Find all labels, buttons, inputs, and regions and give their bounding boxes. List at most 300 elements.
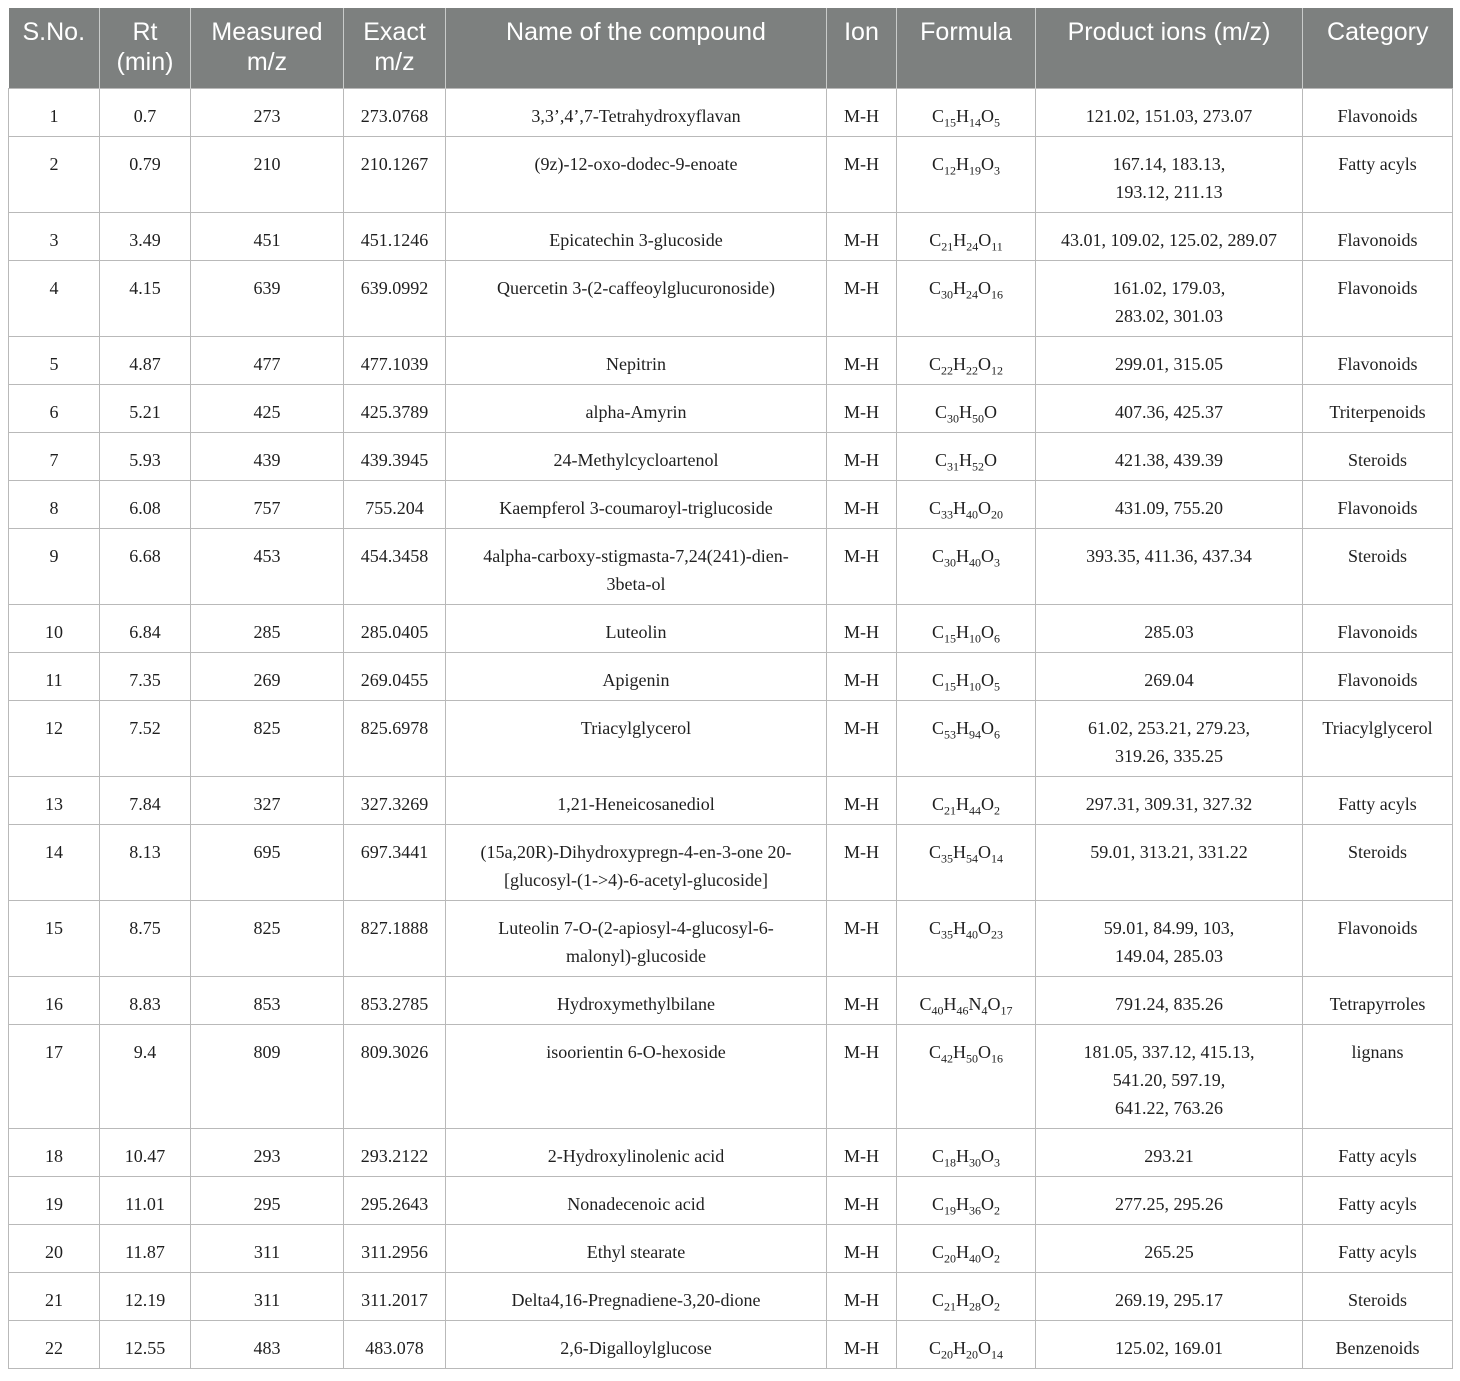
formula-element: O <box>978 353 991 374</box>
cell-sno <box>9 1024 100 1128</box>
cell-exact-text: 210.1267 <box>360 153 429 174</box>
header-sno <box>9 8 100 88</box>
formula-count: 18 <box>944 1155 956 1170</box>
formula-count: 19 <box>944 1203 956 1218</box>
cell-sno <box>9 432 100 480</box>
cell-product <box>1036 700 1303 776</box>
formula-count: 16 <box>991 287 1003 302</box>
formula-count: 15 <box>944 679 956 694</box>
formula-element: C <box>928 497 941 518</box>
cell-ion <box>827 136 897 212</box>
cell-ion-text: M-H <box>844 105 879 126</box>
cell-measured <box>191 1024 344 1128</box>
cell-category <box>1303 900 1453 976</box>
cell-ion-text: M-H <box>844 917 879 938</box>
cell-formula <box>897 700 1036 776</box>
cell-sno <box>9 1128 100 1176</box>
formula-element: C <box>931 105 944 126</box>
formula-element: H <box>953 353 966 374</box>
cell-category-text: Triterpenoids <box>1329 401 1426 422</box>
header-rt-label: Rt (min) <box>116 18 174 76</box>
cell-ion <box>827 480 897 528</box>
formula-element: O <box>981 621 994 642</box>
cell-measured <box>191 136 344 212</box>
formula-element: C <box>934 401 947 422</box>
cell-product-text: 299.01, 315.05 <box>1115 353 1223 374</box>
cell-measured <box>191 1128 344 1176</box>
cell-exact-text: 483.078 <box>365 1337 424 1358</box>
cell-rt <box>100 652 191 700</box>
cell-exact <box>344 88 446 136</box>
cell-product <box>1036 260 1303 336</box>
cell-rt-text: 7.52 <box>129 717 161 738</box>
cell-sno <box>9 652 100 700</box>
formula-element: C <box>919 993 932 1014</box>
cell-category-text: Fatty acyls <box>1338 793 1417 814</box>
cell-product <box>1036 528 1303 604</box>
formula-count: 6 <box>994 727 1000 742</box>
formula-count: 14 <box>969 115 981 130</box>
cell-measured <box>191 384 344 432</box>
cell-measured-text: 311 <box>253 1241 281 1262</box>
formula-element: C <box>931 153 944 174</box>
cell-sno <box>9 88 100 136</box>
cell-category <box>1303 1176 1453 1224</box>
cell-name-text: isoorientin 6-O-hexoside <box>546 1041 726 1062</box>
formula-element: C <box>931 669 944 690</box>
cell-category-text: Flavonoids <box>1337 917 1418 938</box>
cell-measured <box>191 900 344 976</box>
cell-name <box>446 776 827 824</box>
cell-sno <box>9 260 100 336</box>
cell-ion-text: M-H <box>844 449 879 470</box>
cell-ion <box>827 88 897 136</box>
cell-category-text: lignans <box>1351 1041 1404 1062</box>
formula-count: 14 <box>991 851 1003 866</box>
cell-exact-text: 755.204 <box>365 497 424 518</box>
cell-measured-text: 210 <box>253 153 281 174</box>
formula-element: H <box>956 717 969 738</box>
cell-rt <box>100 1224 191 1272</box>
cell-name <box>446 88 827 136</box>
formula-element: H <box>959 449 972 470</box>
cell-exact-text: 425.3789 <box>360 401 429 422</box>
formula-count: 14 <box>991 1347 1003 1362</box>
cell-ion-text: M-H <box>844 1145 879 1166</box>
cell-category <box>1303 212 1453 260</box>
formula-count: 20 <box>941 1347 953 1362</box>
cell-rt <box>100 700 191 776</box>
formula-count: 53 <box>944 727 956 742</box>
cell-sno-text: 13 <box>45 793 63 814</box>
formula-element: C <box>931 1193 944 1214</box>
cell-measured-text: 825 <box>253 917 281 938</box>
cell-rt <box>100 212 191 260</box>
formula-count: 50 <box>972 411 984 426</box>
cell-rt <box>100 976 191 1024</box>
formula-element: C <box>929 229 942 250</box>
table-row <box>9 88 1453 136</box>
cell-measured-text: 295 <box>253 1193 281 1214</box>
cell-category-text: Flavonoids <box>1337 621 1418 642</box>
formula-element: H <box>956 1145 969 1166</box>
formula-element: C <box>931 717 944 738</box>
cell-exact-text: 293.2122 <box>360 1145 429 1166</box>
cell-exact <box>344 1320 446 1368</box>
formula-count: 2 <box>994 1299 1000 1314</box>
cell-formula <box>897 1128 1036 1176</box>
cell-category <box>1303 136 1453 212</box>
cell-rt <box>100 432 191 480</box>
cell-name-text: Quercetin 3-(2-caffeoylglucuronoside) <box>496 277 776 298</box>
cell-rt <box>100 1176 191 1224</box>
cell-exact-text: 327.3269 <box>360 793 429 814</box>
cell-ion-text: M-H <box>844 545 879 566</box>
cell-measured <box>191 336 344 384</box>
header-rt <box>100 8 191 88</box>
cell-name-text: Delta4,16-Pregnadiene-3,20-dione <box>511 1289 761 1310</box>
cell-formula <box>897 260 1036 336</box>
table-row <box>9 976 1453 1024</box>
formula-count: 21 <box>944 1299 956 1314</box>
cell-rt <box>100 136 191 212</box>
cell-exact <box>344 652 446 700</box>
cell-measured <box>191 212 344 260</box>
cell-category-text: Steroids <box>1347 841 1407 862</box>
cell-exact-text: 477.1039 <box>360 353 429 374</box>
cell-category <box>1303 260 1453 336</box>
cell-rt-text: 4.87 <box>129 353 161 374</box>
cell-category-text: Fatty acyls <box>1338 1145 1417 1166</box>
cell-category <box>1303 432 1453 480</box>
formula-count: 42 <box>941 1051 953 1066</box>
cell-sno <box>9 1320 100 1368</box>
cell-exact <box>344 336 446 384</box>
cell-product <box>1036 1272 1303 1320</box>
cell-formula <box>897 900 1036 976</box>
cell-sno-text: 8 <box>49 497 59 518</box>
cell-ion <box>827 1224 897 1272</box>
cell-formula <box>897 1176 1036 1224</box>
formula-element: O <box>978 917 991 938</box>
formula-element: O <box>981 1193 994 1214</box>
cell-category-text: Flavonoids <box>1337 105 1418 126</box>
cell-product <box>1036 776 1303 824</box>
cell-ion-text: M-H <box>844 841 879 862</box>
cell-ion <box>827 1272 897 1320</box>
cell-rt <box>100 528 191 604</box>
cell-name-text: 1,21-Heneicosanediol <box>557 793 715 814</box>
cell-ion <box>827 976 897 1024</box>
formula-count: 40 <box>966 927 978 942</box>
cell-exact-text: 454.3458 <box>360 545 429 566</box>
cell-sno-text: 21 <box>45 1289 63 1310</box>
formula-count: 3 <box>994 163 1000 178</box>
cell-sno-text: 3 <box>49 229 59 250</box>
cell-name <box>446 604 827 652</box>
formula-count: 2 <box>994 1203 1000 1218</box>
cell-ion <box>827 260 897 336</box>
cell-exact <box>344 480 446 528</box>
formula-element: H <box>956 1241 969 1262</box>
cell-measured-text: 451 <box>253 229 281 250</box>
formula-count: 21 <box>941 239 954 254</box>
formula-count: 3 <box>994 555 1000 570</box>
cell-product <box>1036 652 1303 700</box>
cell-product <box>1036 88 1303 136</box>
formula-count: 30 <box>944 555 956 570</box>
formula-element: O <box>987 993 1001 1014</box>
cell-ion <box>827 528 897 604</box>
formula-element: O <box>978 1041 991 1062</box>
formula-count: 2 <box>994 1251 1000 1266</box>
table-row <box>9 528 1453 604</box>
cell-name <box>446 336 827 384</box>
cell-product-text: 61.02, 253.21, 279.23, 319.26, 335.25 <box>1088 717 1250 766</box>
cell-category-text: Steroids <box>1347 545 1407 566</box>
cell-name <box>446 700 827 776</box>
cell-name-text: Luteolin <box>605 621 667 642</box>
cell-product-text: 393.35, 411.36, 437.34 <box>1086 545 1252 566</box>
table-row <box>9 1024 1453 1128</box>
formula-count: 19 <box>969 163 981 178</box>
cell-exact <box>344 1128 446 1176</box>
table-row <box>9 776 1453 824</box>
formula-element: O <box>978 841 991 862</box>
cell-measured <box>191 1176 344 1224</box>
formula-element: C <box>931 621 944 642</box>
header-product <box>1036 8 1303 88</box>
cell-sno <box>9 136 100 212</box>
cell-rt <box>100 336 191 384</box>
cell-measured <box>191 652 344 700</box>
formula-element: O <box>978 497 991 518</box>
cell-category <box>1303 528 1453 604</box>
cell-exact <box>344 212 446 260</box>
cell-exact <box>344 1024 446 1128</box>
cell-category-text: Fatty acyls <box>1338 1241 1417 1262</box>
formula-count: 94 <box>969 727 981 742</box>
cell-exact-text: 311.2017 <box>361 1289 428 1310</box>
cell-measured-text: 477 <box>253 353 281 374</box>
cell-product-text: 125.02, 169.01 <box>1115 1337 1223 1358</box>
table-row <box>9 260 1453 336</box>
cell-product <box>1036 212 1303 260</box>
formula-count: 22 <box>966 363 978 378</box>
cell-name-text: Apigenin <box>602 669 670 690</box>
formula-count: 40 <box>966 507 978 522</box>
cell-rt-text: 12.19 <box>124 1289 166 1310</box>
cell-product <box>1036 1128 1303 1176</box>
cell-formula <box>897 384 1036 432</box>
formula-element: O <box>978 229 992 250</box>
header-ion <box>827 8 897 88</box>
header-exact-label: Exact m/z <box>363 18 426 76</box>
header-measured-label: Measured m/z <box>211 18 323 76</box>
cell-name-text: Triacylglycerol <box>580 717 692 738</box>
cell-name-text: 3,3’,4’,7-Tetrahydroxyflavan <box>531 105 741 126</box>
table-body <box>9 88 1453 1368</box>
cell-sno-text: 14 <box>45 841 63 862</box>
header-ion-label: Ion <box>844 18 879 46</box>
cell-exact-text: 269.0455 <box>360 669 429 690</box>
cell-name-text: Nepitrin <box>606 353 666 374</box>
cell-formula <box>897 604 1036 652</box>
cell-product-text: 269.04 <box>1144 669 1194 690</box>
cell-exact <box>344 384 446 432</box>
formula-count: 30 <box>941 287 953 302</box>
formula-count: 35 <box>941 851 953 866</box>
cell-measured <box>191 824 344 900</box>
cell-ion-text: M-H <box>844 621 879 642</box>
formula-element: H <box>953 1337 966 1358</box>
cell-exact <box>344 776 446 824</box>
cell-sno <box>9 824 100 900</box>
cell-rt-text: 0.7 <box>133 105 157 126</box>
formula-count: 15 <box>944 631 956 646</box>
cell-category <box>1303 1272 1453 1320</box>
table-row <box>9 1224 1453 1272</box>
cell-product-text: 407.36, 425.37 <box>1115 401 1223 422</box>
table-row <box>9 652 1453 700</box>
cell-category <box>1303 1128 1453 1176</box>
cell-rt-text: 0.79 <box>129 153 161 174</box>
cell-product <box>1036 976 1303 1024</box>
cell-sno-text: 4 <box>49 277 59 298</box>
cell-exact-text: 285.0405 <box>360 621 429 642</box>
cell-name <box>446 480 827 528</box>
cell-exact <box>344 900 446 976</box>
cell-measured <box>191 1224 344 1272</box>
cell-sno <box>9 1272 100 1320</box>
table-row <box>9 700 1453 776</box>
cell-name-text: 2-Hydroxylinolenic acid <box>547 1145 725 1166</box>
cell-exact <box>344 528 446 604</box>
cell-measured-text: 453 <box>253 545 281 566</box>
formula-count: 33 <box>941 507 953 522</box>
cell-exact <box>344 604 446 652</box>
cell-product-text: 791.24, 835.26 <box>1115 993 1223 1014</box>
cell-rt <box>100 604 191 652</box>
table-row <box>9 384 1453 432</box>
formula-count: 44 <box>969 803 981 818</box>
cell-category-text: Benzenoids <box>1335 1337 1420 1358</box>
cell-formula <box>897 136 1036 212</box>
cell-exact-text: 697.3441 <box>360 841 429 862</box>
cell-measured-text: 695 <box>253 841 281 862</box>
cell-formula <box>897 432 1036 480</box>
cell-sno-text: 17 <box>45 1041 63 1062</box>
cell-rt <box>100 480 191 528</box>
cell-exact-text: 853.2785 <box>360 993 429 1014</box>
cell-product-text: 161.02, 179.03, 283.02, 301.03 <box>1112 277 1226 326</box>
cell-measured-text: 285 <box>253 621 281 642</box>
cell-name-text: (15a,20R)-Dihydroxypregn-4-en-3-one 20- [glucosyl-(1->4)-6-acetyl-glucoside] <box>480 841 792 890</box>
cell-rt-text: 5.21 <box>129 401 161 422</box>
cell-rt-text: 11.87 <box>125 1241 165 1262</box>
cell-ion <box>827 384 897 432</box>
cell-exact-text: 451.1246 <box>360 229 429 250</box>
cell-name <box>446 1272 827 1320</box>
cell-category <box>1303 824 1453 900</box>
cell-sno <box>9 384 100 432</box>
cell-rt-text: 6.68 <box>129 545 161 566</box>
cell-name <box>446 900 827 976</box>
cell-product-text: 181.05, 337.12, 415.13, 541.20, 597.19, 641.22, 763.26 <box>1083 1041 1255 1118</box>
cell-product-text: 277.25, 295.26 <box>1115 1193 1223 1214</box>
cell-sno-text: 5 <box>49 353 59 374</box>
cell-product-text: 269.19, 295.17 <box>1115 1289 1223 1310</box>
formula-count: 52 <box>972 459 984 474</box>
cell-ion <box>827 824 897 900</box>
cell-exact <box>344 824 446 900</box>
formula-count: 30 <box>969 1155 981 1170</box>
cell-product <box>1036 1176 1303 1224</box>
cell-sno-text: 2 <box>49 153 59 174</box>
formula-count: 30 <box>947 411 959 426</box>
cell-exact-text: 311.2956 <box>361 1241 428 1262</box>
cell-product <box>1036 136 1303 212</box>
cell-product <box>1036 824 1303 900</box>
cell-rt <box>100 384 191 432</box>
cell-ion <box>827 1320 897 1368</box>
cell-exact-text: 809.3026 <box>360 1041 429 1062</box>
header-product-label: Product ions (m/z) <box>1067 18 1271 46</box>
cell-category-text: Flavonoids <box>1337 229 1418 250</box>
cell-product <box>1036 1024 1303 1128</box>
formula-count: 11 <box>991 239 1003 254</box>
cell-name <box>446 1224 827 1272</box>
cell-rt-text: 8.13 <box>129 841 161 862</box>
formula-element: H <box>953 229 967 250</box>
cell-ion-text: M-H <box>844 229 879 250</box>
formula-count: 5 <box>994 115 1000 130</box>
cell-measured <box>191 1320 344 1368</box>
cell-sno-text: 6 <box>49 401 59 422</box>
cell-measured-text: 825 <box>253 717 281 738</box>
formula-element: C <box>928 353 941 374</box>
table-row <box>9 336 1453 384</box>
cell-rt-text: 7.84 <box>129 793 161 814</box>
cell-product-text: 293.21 <box>1144 1145 1194 1166</box>
formula-element: H <box>953 917 966 938</box>
cell-sno <box>9 528 100 604</box>
formula-count: 31 <box>947 459 959 474</box>
cell-name-text: Epicatechin 3-glucoside <box>549 229 723 250</box>
cell-exact-text: 827.1888 <box>360 917 429 938</box>
formula-count: 36 <box>969 1203 981 1218</box>
cell-measured-text: 273 <box>253 105 281 126</box>
formula-element: C <box>928 841 941 862</box>
cell-name <box>446 824 827 900</box>
cell-name-text: Ethyl stearate <box>586 1241 686 1262</box>
formula-element: H <box>956 153 969 174</box>
header-category-label: Category <box>1327 18 1429 46</box>
cell-measured-text: 293 <box>253 1145 281 1166</box>
cell-formula <box>897 824 1036 900</box>
cell-name <box>446 528 827 604</box>
cell-formula <box>897 1024 1036 1128</box>
formula-element: O <box>984 449 997 470</box>
cell-category-text: Tetrapyrroles <box>1329 993 1426 1014</box>
formula-count: 20 <box>944 1251 956 1266</box>
cell-ion-text: M-H <box>844 277 879 298</box>
table-row <box>9 480 1453 528</box>
cell-sno-text: 19 <box>45 1193 63 1214</box>
formula-count: 40 <box>931 1003 944 1018</box>
formula-count: 6 <box>994 631 1000 646</box>
cell-rt <box>100 1320 191 1368</box>
